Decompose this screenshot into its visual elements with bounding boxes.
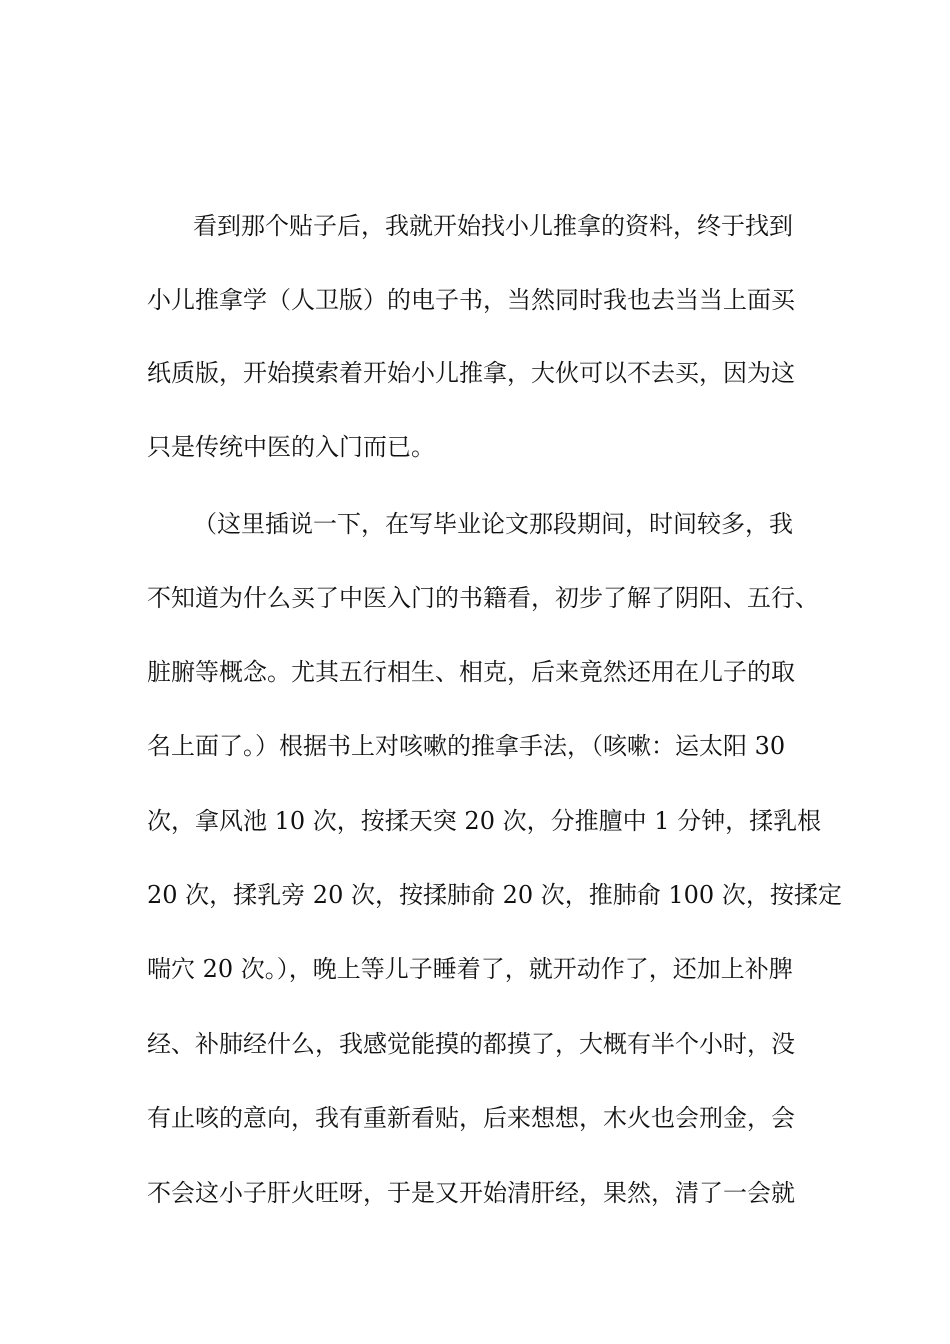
paragraph-2-line-7: 喘穴 20 次。），晚上等儿子睡着了，就开动作了，还加上补脾 [147, 955, 793, 983]
paragraph-2-line-9: 有止咳的意向，我有重新看贴，后来想想，木火也会刑金，会 [147, 1104, 795, 1132]
paragraph-1-line-3: 纸质版，开始摸索着开始小儿推拿，大伙可以不去买，因为这 [147, 359, 795, 387]
paragraph-2-line-10: 不会这小子肝火旺呀，于是又开始清肝经，果然，清了一会就 [147, 1179, 795, 1207]
paragraph-2-line-8: 经、补肺经什么，我感觉能摸的都摸了，大概有半个小时，没 [147, 1030, 795, 1058]
paragraph-2-line-4: 名上面了。）根据书上对咳嗽的推拿手法，（咳嗽：运太阳 30 [147, 732, 786, 760]
paragraph-2-line-5: 次，拿风池 10 次，按揉天突 20 次，分推膻中 1 分钟，揉乳根 [147, 807, 822, 835]
paragraph-1-line-2: 小儿推拿学（人卫版）的电子书，当然同时我也去当当上面买 [147, 286, 795, 314]
paragraph-1-line-4: 只是传统中医的入门而已。 [147, 433, 435, 461]
paragraph-2-line-2: 不知道为什么买了中医入门的书籍看，初步了解了阴阳、五行、 [147, 584, 819, 612]
paragraph-2-line-3: 脏腑等概念。尤其五行相生、相克，后来竟然还用在儿子的取 [147, 658, 795, 686]
paragraph-2-line-1: （这里插说一下，在写毕业论文那段期间，时间较多，我 [193, 510, 793, 538]
paragraph-1-line-1: 看到那个贴子后，我就开始找小儿推拿的资料，终于找到 [193, 212, 793, 240]
paragraph-2-line-6: 20 次，揉乳旁 20 次，按揉肺俞 20 次，推肺俞 100 次，按揉定 [147, 881, 842, 909]
